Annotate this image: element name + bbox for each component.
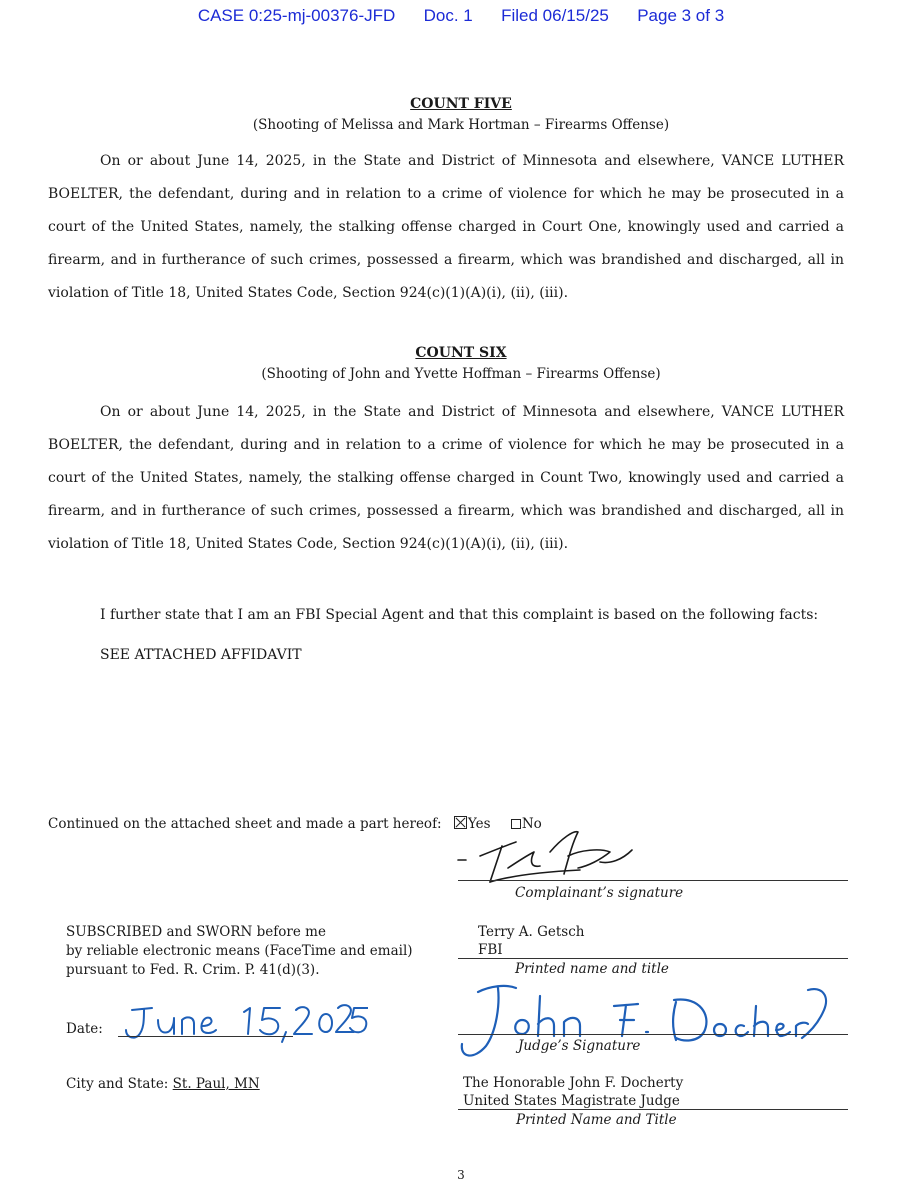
city-state: [66, 1076, 260, 1092]
date-label: Date:: [66, 1021, 103, 1037]
case-number: CASE 0:25-mj-00376-JFD: [197, 6, 396, 25]
judge-title: United States Magistrate Judge: [463, 1093, 680, 1109]
yes-label: Yes: [467, 816, 491, 832]
count-five-title: COUNT FIVE: [410, 96, 512, 112]
sworn-line-1: SUBSCRIBED and SWORN before me: [66, 924, 326, 940]
handwritten-date: [118, 996, 368, 1046]
count-six-subtitle: (Shooting of John and Yvette Hoffman – Firearms Offense): [261, 366, 661, 382]
judge-signature: [450, 976, 840, 1066]
no-label: No: [521, 816, 542, 832]
judge-name: The Honorable John F. Docherty: [463, 1075, 684, 1091]
page-number: 3: [457, 1168, 465, 1182]
complainant-signature-line: [458, 880, 848, 881]
judge-signature-caption: Judge’s Signature: [518, 1038, 641, 1054]
complainant-agency: FBI: [478, 942, 503, 958]
city-state-label: City and State:: [66, 1076, 169, 1092]
date-line: [118, 1036, 293, 1037]
count-five-subtitle: (Shooting of Melissa and Mark Hortman – Firearms Offense): [252, 117, 670, 133]
page-indicator: Page 3 of 3: [637, 6, 725, 25]
judge-signature-line: [458, 1034, 848, 1035]
count-six-body: On or about June 14, 2025, in the State and District of Minnesota and elsewhere, VANCE LUTHER BOELTER, the defendant, during and in relation to a crime of violence for which he may be prosecuted in a court of the United States, namely, the stalking offense charged in Count Two, knowingly used and carried a firearm, and in furtherance of such crimes, possessed a firearm, which was brandished and discharged, all in violation of Title 18, United States Code, Section 924(c)(1)(A)(i), (ii), (iii).: [48, 404, 844, 552]
continued-label: Continued on the attached sheet and made a part hereof:: [48, 816, 442, 832]
ecf-header: [0, 6, 922, 26]
sworn-line-3: pursuant to Fed. R. Crim. P. 41(d)(3).: [66, 962, 320, 978]
count-five-body: On or about June 14, 2025, in the State and District of Minnesota and elsewhere, VANCE LUTHER BOELTER, the defendant, during and in relation to a crime of violence for which he may be prosecuted in a court of the United States, namely, the stalking offense charged in Court One, knowingly used and carried a firearm, and in furtherance of such crimes, possessed a firearm, which was brandished and discharged, all in violation of Title 18, United States Code, Section 924(c)(1)(A)(i), (ii), (iii).: [48, 153, 844, 301]
sworn-line-2: by reliable electronic means (FaceTime and email): [66, 943, 413, 959]
judge-printed-caption: Printed Name and Title: [516, 1112, 677, 1128]
filed-date: Filed 06/15/25: [501, 6, 609, 25]
city-state-value: St. Paul, MN: [172, 1076, 260, 1092]
count-six-title: COUNT SIX: [415, 345, 507, 361]
complainant-signature: [450, 826, 650, 892]
attached-affidavit: SEE ATTACHED AFFIDAVIT: [100, 647, 302, 663]
printed-name-line: [458, 958, 848, 959]
agent-statement: I further state that I am an FBI Special Agent and that this complaint is based on the following facts:: [100, 607, 819, 623]
complainant-name: Terry A. Getsch: [478, 924, 585, 940]
judge-printed-name-line: [458, 1109, 848, 1110]
doc-number: Doc. 1: [423, 6, 473, 25]
complainant-signature-caption: Complainant’s signature: [515, 885, 684, 901]
printed-name-caption: Printed name and title: [515, 961, 669, 977]
